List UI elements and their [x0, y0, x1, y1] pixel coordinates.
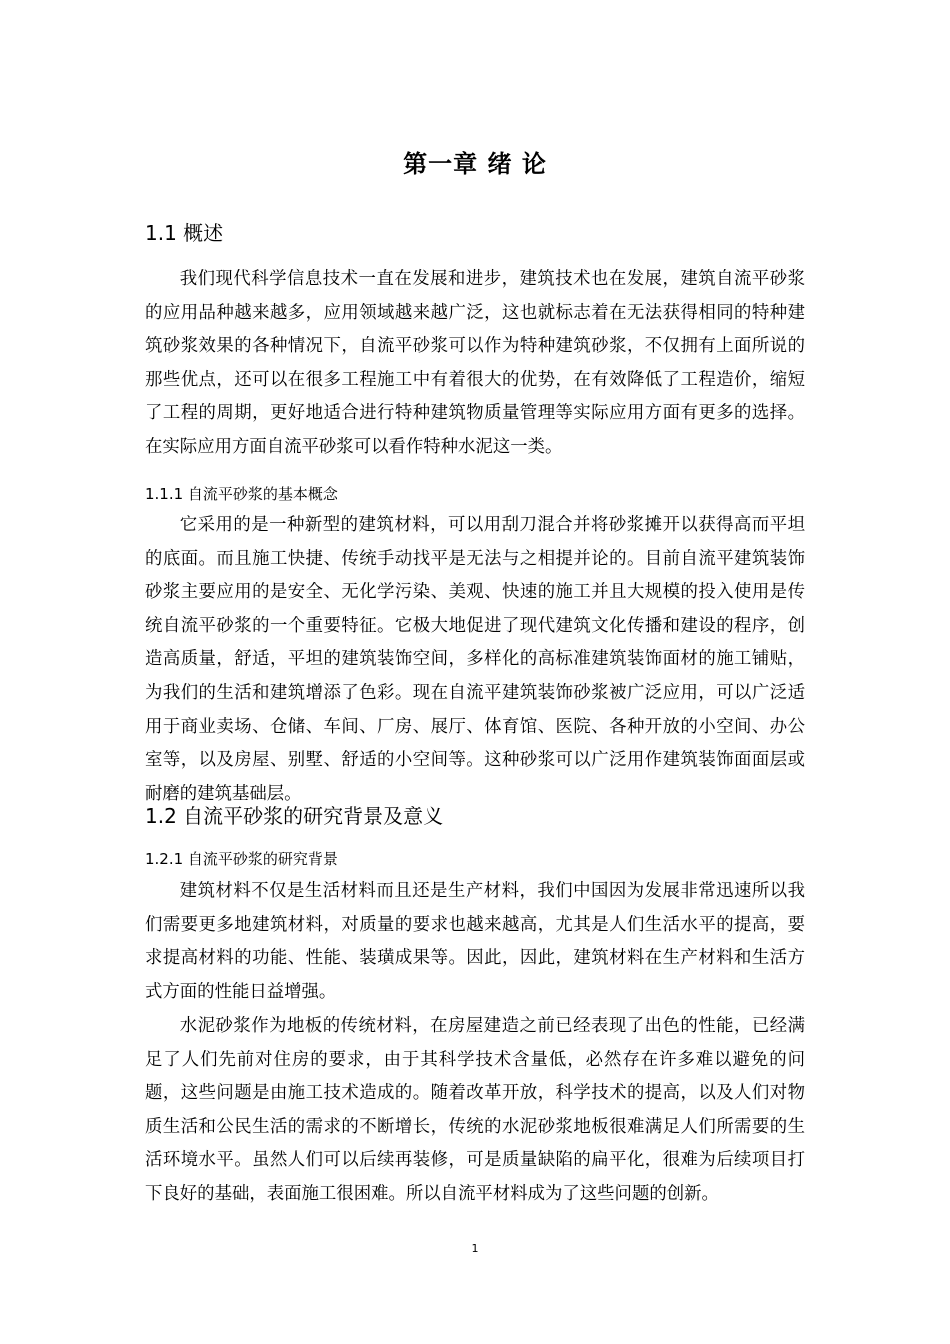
section-heading-1-2: 1.2 自流平砂浆的研究背景及意义: [145, 804, 444, 828]
paragraph-overview: 我们现代科学信息技术一直在发展和进步，建筑技术也在发展，建筑自流平砂浆的应用品种越来越多，应用领域越来越广泛，这也就标志着在无法获得相同的特种建筑砂浆效果的各种情况下，自流平砂浆可以作为特种建筑砂浆，不仅拥有上面所说的那些优点，还可以在很多工程施工中有着很大的优势，在有效降低了工程造价，缩短了工程的周期，更好地适合进行特种建筑物质量管理等实际应用方面有更多的选择。在实际应用方面自流平砂浆可以看作特种水泥这一类。: [145, 269, 805, 457]
paragraph-research-background-1: 建筑材料不仅是生活材料而且还是生产材料，我们中国因为发展非常迅速所以我们需要更多地建筑材料，对质量的要求也越来越高，尤其是人们生活水平的提高，要求提高材料的功能、性能、装璜成果等。因此，因此，建筑材料在生产材料和生活方式方面的性能日益增强。: [145, 881, 805, 1002]
paragraph-research-background-2: 水泥砂浆作为地板的传统材料，在房屋建造之前已经表现了出色的性能，已经满足了人们先前对住房的要求，由于其科学技术含量低，必然存在许多难以避免的问题，这些问题是由施工技术造成的。随着改革开放，科学技术的提高，以及人们对物质生活和公民生活的需求的不断增长，传统的水泥砂浆地板很难满足人们所需要的生活环境水平。虽然人们可以后续再装修，可是质量缺陷的扁平化，很难为后续项目打下良好的基础，表面施工很困难。所以自流平材料成为了这些问题的创新。: [145, 1016, 805, 1204]
subsection-heading-1-2-1: 1.2.1 自流平砂浆的研究背景: [145, 850, 338, 868]
chapter-title: 第一章 绪 论: [403, 150, 547, 178]
paragraph-basic-concept: 它采用的是一种新型的建筑材料，可以用刮刀混合并将砂浆摊开以获得高而平坦的底面。而且施工快捷、传统手动找平是无法与之相提并论的。目前自流平建筑装饰砂浆主要应用的是安全、无化学污染、美观、快速的施工并且大规模的投入使用是传统自流平砂浆的一个重要特征。它极大地促进了现代建筑文化传播和建设的程序，创造高质量，舒适，平坦的建筑装饰空间，多样化的高标准建筑装饰面材的施工铺贴，为我们的生活和建筑增添了色彩。现在自流平建筑装饰砂浆被广泛应用，可以广泛适用于商业卖场、仓储、车间、厂房、展厅、体育馆、医院、各种开放的小空间、办公室等，以及房屋、别墅、舒适的小空间等。这种砂浆可以广泛用作建筑装饰面面层或耐磨的建筑基础层。: [145, 515, 805, 804]
page-number: 1: [471, 1242, 479, 1255]
section-heading-1-1: 1.1 概述: [145, 221, 224, 245]
subsection-heading-1-1-1: 1.1.1 自流平砂浆的基本概念: [145, 485, 338, 503]
